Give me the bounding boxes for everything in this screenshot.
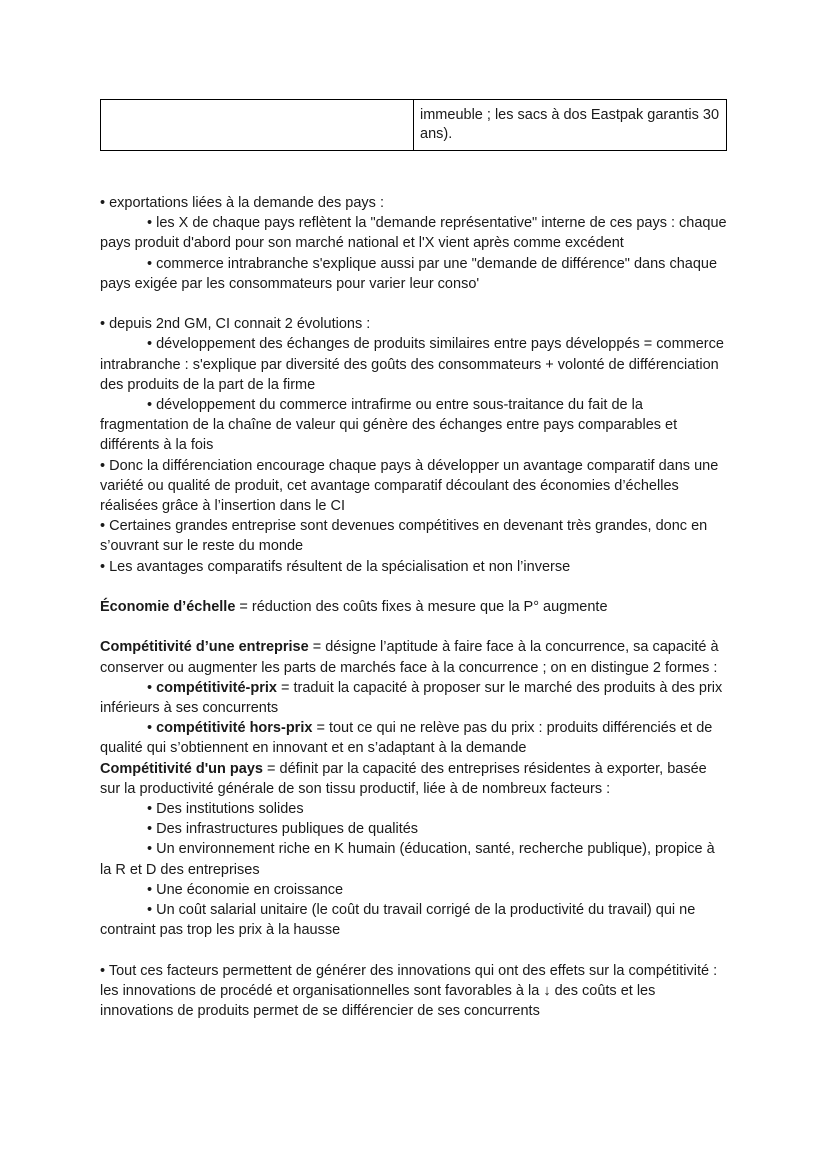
bullet: •	[147, 679, 157, 696]
conclusion: • Tout ces facteurs permettent de générer des innovations qui ont des effets sur la compétitivité : les innovations de procédé et organisationnelles sont favorables à la ↓ des coûts et les innovations de produits permet de se différencier de ses concurrents	[100, 962, 718, 1020]
table-cell-right: immeuble ; les sacs à dos Eastpak garantis 30 ans).	[414, 100, 727, 151]
evolution-item: • développement des échanges de produits similaires entre pays développés = commerce intrabranche : s'explique par diversité des goûts des consommateurs + volonté de différenciation des produits de la part de la firme	[100, 336, 724, 393]
competitivite-prix-item	[100, 678, 728, 718]
factor-item: • Un coût salarial unitaire (le coût du travail corrigé de la productivité du travail) qui ne contraint pas trop les prix à la hausse	[100, 902, 696, 939]
term: Compétitivité d'un pays	[100, 760, 263, 777]
definition-text: = définit par la capacité des entreprises résidentes à exporter, basée sur la productivité générale de son tissu productif, liée à de nombreux facteurs :	[100, 760, 707, 797]
definition-text: = tout ce qui ne relève pas du prix : produits différenciés et de qualité qui s’obtiennent en innovant et en s’adaptant à la demande	[100, 720, 713, 757]
factor-item: • Un environnement riche en K humain (éducation, santé, recherche publique), propice à la R et D des entreprises	[100, 841, 715, 878]
continuation-table	[100, 99, 727, 151]
term: compétitivité hors-prix	[156, 720, 313, 737]
definition-text: = réduction des coûts fixes à mesure que la P° augmente	[235, 599, 608, 616]
factor-item: • Des infrastructures publiques de qualités	[147, 821, 419, 838]
term: compétitivité-prix	[156, 679, 277, 696]
definition-text: = désigne l’aptitude à faire face à la concurrence, sa capacité à conserver ou augmenter les parts de marchés face à la concurrence ; on en distingue 2 formes :	[100, 639, 719, 676]
bullet-point: • Certaines grandes entreprise sont devenues compétitives en devenant très grandes, donc en s’ouvrant sur le reste du monde	[100, 518, 708, 555]
term: Compétitivité d’une entreprise	[100, 639, 309, 656]
document-body	[100, 193, 728, 1021]
factor-item: • Une économie en croissance	[147, 881, 344, 898]
table-cell-left	[101, 100, 414, 151]
term: Économie d’échelle	[100, 599, 236, 616]
table-row	[101, 100, 727, 151]
bullet-point: • Les avantages comparatifs résultent de la spécialisation et non l’inverse	[100, 558, 571, 575]
definition-competitivite-entreprise	[100, 637, 728, 677]
evolutions-intro: • depuis 2nd GM, CI connait 2 évolutions :	[100, 316, 371, 333]
demand-intro: • exportations liées à la demande des pays :	[100, 195, 384, 211]
bullet-point: • Donc la différenciation encourage chaque pays à développer un avantage comparatif dans une variété ou qualité de produit, cet avantage comparatif découlant des économies d’échelles réalisées grâce à l’insertion dans le CI	[100, 457, 719, 515]
definition-competitivite-pays	[100, 759, 728, 799]
definition-text: = traduit la capacité à proposer sur le marché des produits à des prix inférieurs à ses concurrents	[100, 679, 723, 717]
demand-item: • les X de chaque pays reflètent la "demande représentative" interne de ces pays : chaque pays produit d'abord pour son marché national et l'X vient après comme excédent	[100, 215, 727, 252]
definition-economie-echelle	[100, 597, 728, 617]
competitivite-hors-prix-item	[100, 718, 728, 758]
factor-item: • Des institutions solides	[147, 801, 304, 818]
demand-item: • commerce intrabranche s'explique aussi par une "demande de différence" dans chaque pays exigée par les consommateurs pour varier leur conso'	[100, 255, 718, 292]
document-page	[100, 99, 728, 1021]
bullet: •	[147, 720, 157, 737]
evolution-item: • développement du commerce intrafirme ou entre sous-traitance du fait de la fragmentation de la chaîne de valeur qui génère des échanges entre pays comparables et différents à la fois	[100, 397, 678, 454]
